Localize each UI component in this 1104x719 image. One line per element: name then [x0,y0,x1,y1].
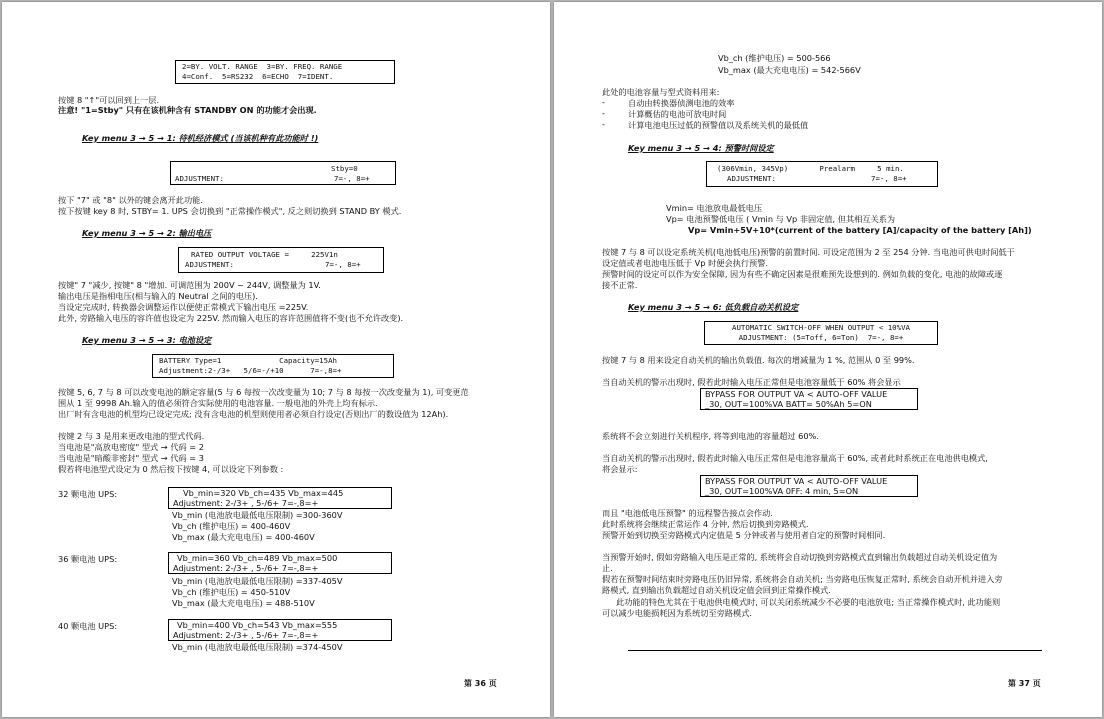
page-left [2,2,550,717]
group-40-box [168,619,392,641]
text-p4: 按下按键 key 8 时, STBY= 1. UPS 会切换到 "正常操作模式", 反之则切换到 STAND BY 模式. [58,206,402,216]
text-p7: 当设定完成时, 转换器会调整运作以便使正常模式下输出电压 =225V. [58,302,309,312]
text-r12: 当自动关机的警示出现时, 假若此时输入电压正常但是电池容量低于 60% 将会显示 [602,377,901,387]
text-p14: 当电池是"暗酸非密封" 型式 → 代码 = 3 [58,453,204,463]
section-standby: Key menu 3 → 5 → 1: 待机经济模式 (当该机种有此功能时 !) [82,133,319,143]
text-r4: Vmin= 电池放电最低电压 [666,203,763,213]
prealarm-value: (306Vmin, 345Vp) Prealarm 5 min. [717,164,904,173]
group-40-label: 40 颗电池 UPS: [58,621,118,631]
menu-box-line1: 2=BY. VOLT. RANGE 3=BY. FREQ. RANGE [182,62,343,71]
text-r11: 按键 7 与 8 用来设定自动关机的输出负载值. 每次的增减量为 1 %, 范围从 0 至 99%. [602,355,915,365]
bullet-mark-1: - [602,97,605,107]
auto-off-line1: AUTOMATIC SWITCH-OFF WHEN OUTPUT < 10%VA [732,323,910,332]
group-32-box [168,487,392,509]
bullet-3: 计算电池电压过低的预警值以及系统关机的最低值 [628,120,809,130]
text-p11: 出厂时有含电池的机型均已设定完成; 没有含电池的机型则使用者必须自行设定(否则出厂的数设值为 12Ah). [58,409,449,419]
auto-off-line2: ADJUSTMENT: (5=Toff, 6=Ton) 7=-, 8=+ [738,333,904,342]
prealarm-keys: 7=-, 8=+ [871,174,907,183]
bullet-mark-3: - [602,119,605,129]
section-prealarm: Key menu 3 → 5 → 4: 预警时间设定 [628,143,774,153]
text-p6: 输出电压是指相电压(相与输入的 Neutral 之间的电压). [58,291,258,301]
group-36-line3: Vb_max (最大充电电压) = 488-510V [172,598,315,608]
standby-box [170,161,396,185]
battery-line2: Adjustment:2-/3+ 5/6=-/+10 7=-,8=+ [159,366,342,375]
text-r22: 路模式, 直到输出负载超过自动关机设定值会回到正常操作模式. [602,585,831,595]
bypass-box-1 [700,388,918,410]
group-36-box-line2: Adjustment: 2-/3+ , 5-/6+ 7=-,8=+ [173,563,319,573]
prealarm-adjust: ADJUSTMENT: [727,174,776,183]
text-r9: 预警时间的设定可以作为安全保障, 因为有些不确定因素是很难预先设想到的. 例如负载的变化, 电池的故障或逐 [602,269,1003,279]
group-32-line1: Vb_min (电池放电最低电压限制) =300-360V [172,510,343,520]
text-r19: 当预警开始时, 假如旁路输入电压是正常的, 系统将会自动切换到旁路模式直到输出负载超过自动关机设定值为 [602,552,998,562]
group-36-line1: Vb_min (电池放电最低电压限制) =337-405V [172,576,343,586]
standby-adjust: ADJUSTMENT: [175,174,224,183]
text-p3: 按下 "7" 或 "8" 以外的键会离开此功能. [58,195,203,205]
auto-off-box [704,321,938,345]
text-r21: 假若在预警时间结束时旁路电压仍旧异常, 系统将会自动关机; 当旁路电压恢复正常时, 系统会自动开机并进入旁 [602,574,1003,584]
page-number-left: 第 36 页 [464,679,497,688]
section-battery: Key menu 3 → 5 → 3: 电池设定 [82,335,212,345]
page-right [554,2,1102,717]
text-p12: 按键 2 与 3 是用来更改电池的型式代码. [58,431,205,441]
text-r7: 按键 7 与 8 可以设定系统关机(电池低电压)预警的前置时间. 可设定范围为 2 至 254 分钟. 当电池可供电时间低于 [602,247,1015,257]
standby-keys: 7=-, 8=+ [334,174,370,183]
bullet-mark-2: - [602,108,605,118]
group-32-box-line2: Adjustment: 2-/3+ , 5-/6+ 7=-,8=+ [173,498,319,508]
text-p8: 此外, 旁路输入电压的容许值也设定为 225V. 然而输入电压的容许范围值将不变(也不允许改变). [58,313,404,323]
menu-box [175,60,395,84]
group-32-line3: Vb_max (最大充电电压) = 400-460V [172,532,315,542]
text-r13: 系统将不会立刻进行关机程序, 将等到电池的容量超过 60%. [602,431,819,441]
text-r2: Vb_max (最大充电电压) = 542-566V [718,65,861,75]
text-r6: Vp= Vmin+5V+10*(current of the battery [A]/capacity of the battery [Ah]) [688,225,1032,235]
bullet-2: 计算概估的电池可放电时间 [628,109,727,119]
text-p13: 当电池是"高放电密度" 型式 → 代码 = 2 [58,442,204,452]
group-36-line2: Vb_ch (维护电压) = 450-510V [172,587,291,597]
text-r23: 此功能的特色尤其在于电池供电模式时, 可以关闭系统减少不必要的电池放电; 当正常操作模式时, 此功能则 [616,597,1001,607]
group-32-box-line1: Vb_min=320 Vb_ch=435 Vb_max=445 [183,488,344,498]
text-p15: 假若将电池型式设定为 0 然后按下按键 4, 可以设定下列参数 : [58,464,284,474]
standby-value: Stby=0 [331,164,358,173]
section-output-voltage: Key menu 3 → 5 → 2: 输出电压 [82,228,212,238]
group-36-box-line1: Vb_min=360 Vb_ch=489 Vb_max=500 [177,553,338,563]
text-r17: 此时系统将会继续正常运作 4 分钟, 然后切换到旁路模式. [602,519,809,529]
group-40-box-line2: Adjustment: 2-/3+ , 5-/6+ 7=-,8=+ [173,630,319,640]
text-r10: 接不正常. [602,280,638,290]
section-auto-off: Key menu 3 → 5 → 6: 低负载自动关机设定 [628,302,799,312]
voltage-value: RATED OUTPUT VOLTAGE = 225V1n [191,250,338,259]
text-r1: Vb_ch (维护电压) = 500-566 [718,53,831,63]
menu-box-line2: 4=Conf. 5=RS232 6=ECHO 7=IDENT. [182,72,334,81]
text-r24: 可以减少电能损耗因为系统切至旁路模式. [602,608,752,618]
note-back: 按键 8 "↑"可以回到上一层. [58,95,160,105]
group-32-line2: Vb_ch (维护电压) = 400-460V [172,521,291,531]
voltage-box [178,247,384,273]
battery-box [152,354,394,378]
group-32-label: 32 颗电池 UPS: [58,489,118,499]
footer-rule [628,650,1042,651]
bypass-box-1-line2: _30, OUT=100%VA BATT= 50%Ah 5=ON [705,399,872,409]
group-40-line1: Vb_min (电池放电最低电压限制) =374-450V [172,642,343,652]
group-36-box [168,552,392,574]
battery-line1: BATTERY Type=1 Capacity=15Ah [159,356,337,365]
text-p10: 围从 1 至 9998 Ah.输入的值必须符合实际使用的电池容量. 一般电池的外壳上均有标示. [58,398,378,408]
voltage-keys: 7=-, 8=+ [325,260,361,269]
bullet-1: 自动由转换器侦测电池的效率 [628,98,735,108]
text-r8: 设定值或者电池电压低于 Vp 时便会执行预警. [602,258,768,268]
bypass-box-1-line1: BYPASS FOR OUTPUT VA < AUTO-OFF VALUE [705,389,888,399]
text-r5: Vp= 电池预警低电压 ( Vmin 与 Vp 非固定值, 但其相互关系为 [666,214,896,224]
prealarm-box [706,161,938,187]
text-r15: 将会显示: [602,464,638,474]
voltage-adjust: ADJUSTMENT: [185,260,234,269]
text-r20: 止. [602,563,613,573]
bypass-box-2-line2: _30, OUT=100%VA 0FF: 4 min, 5=ON [705,486,859,496]
text-r3: 此处的电池容量与型式资料用来: [602,87,720,97]
text-r18: 预警开始到切换至旁路模式内定值是 5 分钟或者与使用者自定的预警时间相同. [602,530,886,540]
text-r16: 而且 "电池低电压预警" 的远程警告接点会作动. [602,508,773,518]
page-number-right: 第 37 页 [1008,679,1041,688]
note-standby: 注意! "1=Stby" 只有在该机种含有 STANDBY ON 的功能才会出现. [58,105,317,115]
group-40-box-line1: Vb_min=400 Vb_ch=543 Vb_max=555 [177,620,338,630]
group-36-label: 36 颗电池 UPS: [58,554,118,564]
text-p9: 按键 5, 6, 7 与 8 可以改变电池的额定容量(5 与 6 每按一次改变量为 10; 7 与 8 每按一次改变量为 1), 可变更范 [58,387,469,397]
bypass-box-2-line1: BYPASS FOR OUTPUT VA < AUTO-OFF VALUE [705,476,888,486]
text-p5: 按键" 7 "减少, 按键" 8 "增加. 可调范围为 200V ~ 244V, 调整量为 1V. [58,280,321,290]
text-r14: 当自动关机的警示出现时, 假若此时输入电压正常但是电池容量高于 60%, 或者此时系统正在电池供电模式, [602,453,988,463]
bypass-box-2 [700,475,918,497]
